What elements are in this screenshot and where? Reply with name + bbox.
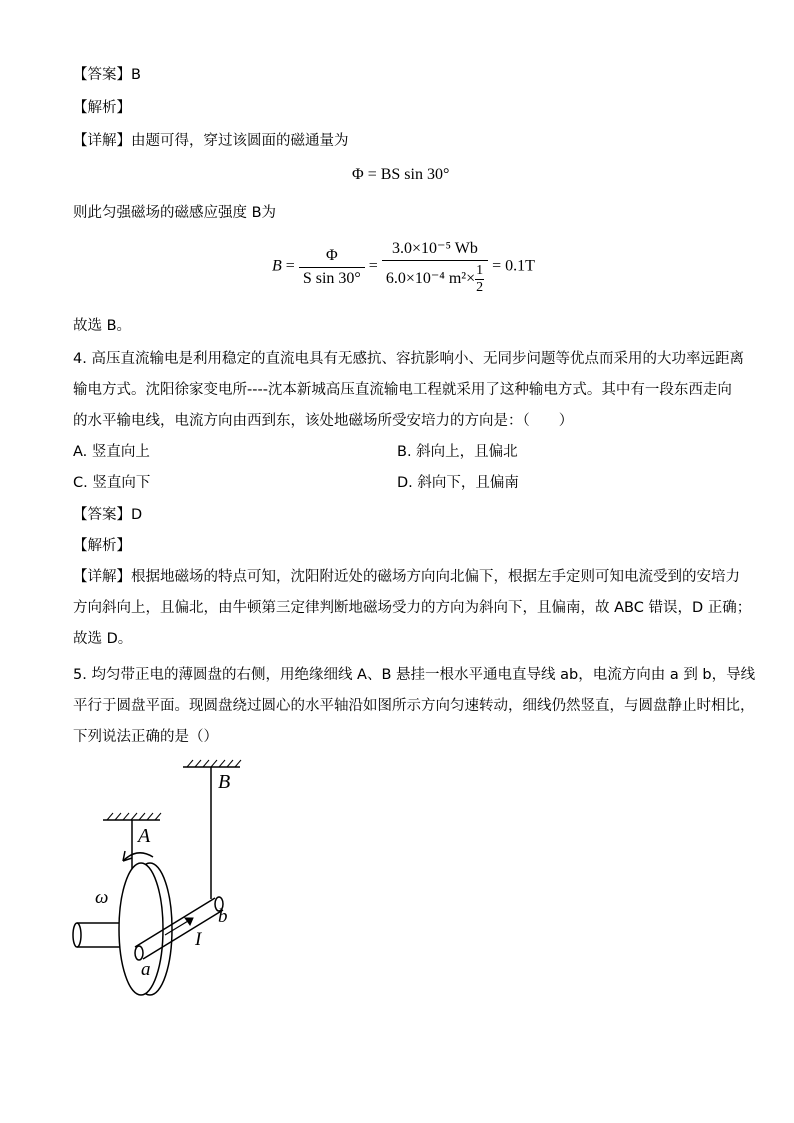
q4-answer-line	[73, 505, 142, 525]
q4-option-b: B. 斜向上，且偏北	[397, 444, 518, 460]
answer-value: B	[131, 67, 141, 83]
detail-text: 由题可得，穿过该圆面的磁通量为	[131, 133, 349, 149]
label-current: I	[195, 929, 202, 950]
formula-lhs: B	[272, 257, 282, 275]
q3-detail-line	[73, 131, 349, 151]
label-b-upper: B	[218, 771, 231, 793]
q4-stem-line2: 输电方式。沈阳徐家变电所----沈本新城高压直流输电工程就采用了这种输电方式。其中有一段东西走向	[73, 382, 732, 398]
q3-then-line: 则此匀强磁场的磁感应强度 B为	[73, 205, 277, 221]
q3-analysis-tag: 【解析】	[73, 100, 131, 116]
formula-flux: Φ = BS sin 30°	[352, 166, 450, 183]
q4-option-d: D. 斜向下，且偏南	[397, 475, 519, 491]
q5-stem-line1: 5. 均匀带正电的薄圆盘的右侧，用绝缘细线 A、B 悬挂一根水平通电直导线 ab，电流方向由 a 到 b，导线	[73, 667, 756, 683]
formula-frac2: 3.0×10⁻⁵ Wb 6.0×10⁻⁴ m²× $\frac{1}{2}$	[382, 238, 488, 296]
answer-tag: 【答案】	[73, 67, 131, 83]
half-fraction: $\frac{1}{2}$	[476, 263, 484, 295]
formula-b: B = $\frac{\Phi}{\text{S sin 30°}}$ = 3.0×10⁻⁵ Wb 6.0×10⁻⁴ m²× $\frac{1}{2}$ = 0.1T	[272, 240, 535, 295]
detail-tag: 【详解】	[73, 569, 131, 585]
formula-frac1: $\frac{\Phi}{\text{S sin 30°}}$	[299, 247, 365, 288]
q4-option-c: C. 竖直向下	[73, 475, 151, 491]
detail-tag: 【详解】	[73, 133, 131, 149]
q3-choose: 故选 B。	[73, 318, 132, 334]
answer-value: D	[131, 507, 143, 523]
q4-detail-line1: 【详解】根据地磁场的特点可知，沈阳附近处的磁场方向向北偏下，根据左手定则可知电流受到的安培力	[73, 569, 740, 585]
q3-answer-line	[73, 65, 141, 85]
q4-detail-line2: 方向斜向上，且偏北，由牛顿第三定律判断地磁场受力的方向为斜向下，且偏南，故 ABC 错误，D 正确；	[73, 600, 752, 616]
answer-tag: 【答案】	[73, 507, 131, 523]
q4-stem-line3: 的水平输电线，电流方向由西到东，该处地磁场所受安培力的方向是：（ ）	[73, 413, 574, 429]
label-omega: ω	[95, 887, 109, 908]
q4-choose: 故选 D。	[73, 631, 133, 647]
q4-analysis-tag: 【解析】	[73, 538, 131, 554]
label-a-upper: A	[138, 825, 151, 847]
formula-result: 0.1T	[505, 257, 535, 275]
q5-stem-line3: 下列说法正确的是（）	[73, 729, 218, 745]
label-b-lower: b	[218, 906, 228, 927]
q4-stem-line1: 4. 高压直流输电是利用稳定的直流电具有无感抗、容抗影响小、无同步问题等优点而采用的大功率远距离	[73, 351, 744, 367]
disk-wire-figure	[65, 755, 345, 1015]
label-a-lower: a	[141, 959, 151, 980]
q4-option-a: A. 竖直向上	[73, 444, 150, 460]
q5-stem-line2: 平行于圆盘平面。现圆盘绕过圆心的水平轴沿如图所示方向匀速转动，细线仍然竖直，与圆盘静止时相比，	[73, 698, 755, 714]
